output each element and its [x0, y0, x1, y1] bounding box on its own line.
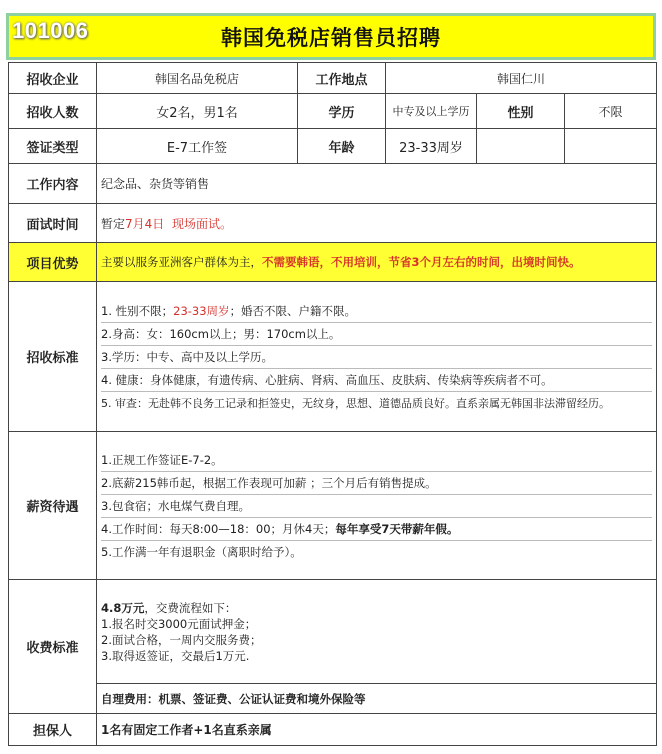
gender-label: 性别 — [477, 94, 565, 129]
salary-item: 5.工作满一年有退职金（离职时给予）。 — [101, 544, 302, 559]
education-value: 中专及以上学历 — [386, 94, 477, 129]
row-self-pay — [9, 684, 657, 714]
advantage-highlight: 不需要韩语，不用培训，节省3个月左右的时间，出境时间快。 — [262, 255, 581, 269]
salary-paid-leave: 每年享受7天带薪年假。 — [335, 521, 459, 536]
guarantor-label: 担保人 — [9, 714, 97, 746]
location-label: 工作地点 — [298, 63, 386, 94]
advantage-label: 项目优势 — [9, 243, 97, 282]
count-label: 招收人数 — [9, 94, 97, 129]
salary-list — [97, 432, 657, 580]
row-work — [9, 164, 657, 204]
salary-item: 1.正规工作签证E-7-2。 — [101, 449, 652, 472]
salary-hours: 4.工作时间：每天8:00—18：00；月休4天； — [101, 521, 336, 536]
salary-item — [101, 518, 652, 541]
advantage-value — [97, 243, 657, 282]
age-label: 年龄 — [298, 129, 386, 164]
company-value: 韩国名品免税店 — [97, 63, 298, 94]
recruitment-table — [8, 62, 657, 746]
fees-head — [101, 600, 652, 616]
salary-item: 3.包食宿；水电煤气费自理。 — [101, 495, 652, 518]
standard-age: 23-33周岁 — [173, 303, 230, 318]
page-title: 韩国免税店销售员招聘 — [221, 25, 441, 50]
fees-step: 1.报名时交3000元面试押金； — [101, 616, 257, 631]
self-pay-value: 自理费用：机票、签证费、公证认证费和境外保险等 — [97, 684, 657, 714]
empty-cell — [477, 129, 565, 164]
fees-detail — [97, 580, 657, 684]
row-advantage — [9, 243, 657, 282]
standard-item: 3.学历：中专、高中及以上学历。 — [101, 346, 652, 369]
education-label: 学历 — [298, 94, 386, 129]
company-label: 招收企业 — [9, 63, 97, 94]
location-value: 韩国仁川 — [386, 63, 657, 94]
row-interview — [9, 204, 657, 243]
title-bar — [6, 13, 656, 60]
fees-step: 3.取得返签证，交最后1万元. — [101, 648, 250, 663]
interview-value — [97, 204, 657, 243]
salary-label: 薪资待遇 — [9, 432, 97, 580]
fees-step: 2.面试合格，一周内交服务费； — [101, 632, 262, 647]
age-value: 23-33周岁 — [386, 129, 477, 164]
salary-item: 2.底薪215韩币起，根据工作表现可加薪 ；三个月后有销售提成。 — [101, 472, 652, 495]
gender-value: 不限 — [565, 94, 657, 129]
guarantor-value: 1名有固定工作者+1名直系亲属 — [97, 714, 657, 746]
count-value: 女2名，男1名 — [97, 94, 298, 129]
row-company — [9, 63, 657, 94]
interview-prefix: 暂定 — [101, 216, 126, 231]
row-guarantor — [9, 714, 657, 746]
interview-label: 面试时间 — [9, 204, 97, 243]
row-salary — [9, 432, 657, 580]
standard-item — [101, 300, 652, 323]
standard-gender: 1. 性别不限； — [101, 303, 174, 318]
row-visa — [9, 129, 657, 164]
standard-item: 5. 审查：无赴韩不良务工记录和拒签史，无纹身，思想、道德品质良好。直系亲属无韩国非法滞留经历。 — [101, 396, 610, 410]
visa-value: E-7工作签 — [97, 129, 298, 164]
standard-marital: ；婚否不限、户籍不限。 — [229, 303, 357, 318]
row-count — [9, 94, 657, 129]
standards-label: 招收标准 — [9, 282, 97, 432]
interview-mode: 现场面试。 — [171, 216, 232, 231]
visa-label: 签证类型 — [9, 129, 97, 164]
empty-cell — [565, 129, 657, 164]
row-standards — [9, 282, 657, 432]
standards-list — [97, 282, 657, 432]
work-label: 工作内容 — [9, 164, 97, 204]
standard-item: 2.身高：女：160cm以上；男：170cm以上。 — [101, 323, 652, 346]
row-fees — [9, 580, 657, 684]
advantage-normal: 主要以服务亚洲客户群体为主， — [101, 255, 262, 269]
work-value: 纪念品、杂货等销售 — [97, 164, 657, 204]
standard-item: 4. 健康：身体健康，有遗传病、心脏病、肾病、高血压、皮肤病、传染病等疾病者不可。 — [101, 369, 652, 392]
fees-head-rest: ，交费流程如下： — [144, 600, 237, 615]
watermark-id: 101006 — [12, 18, 89, 43]
fees-label: 收费标准 — [9, 580, 97, 714]
interview-date: 7月4日 — [125, 216, 165, 231]
fees-amount: 4.8万元 — [101, 600, 145, 615]
